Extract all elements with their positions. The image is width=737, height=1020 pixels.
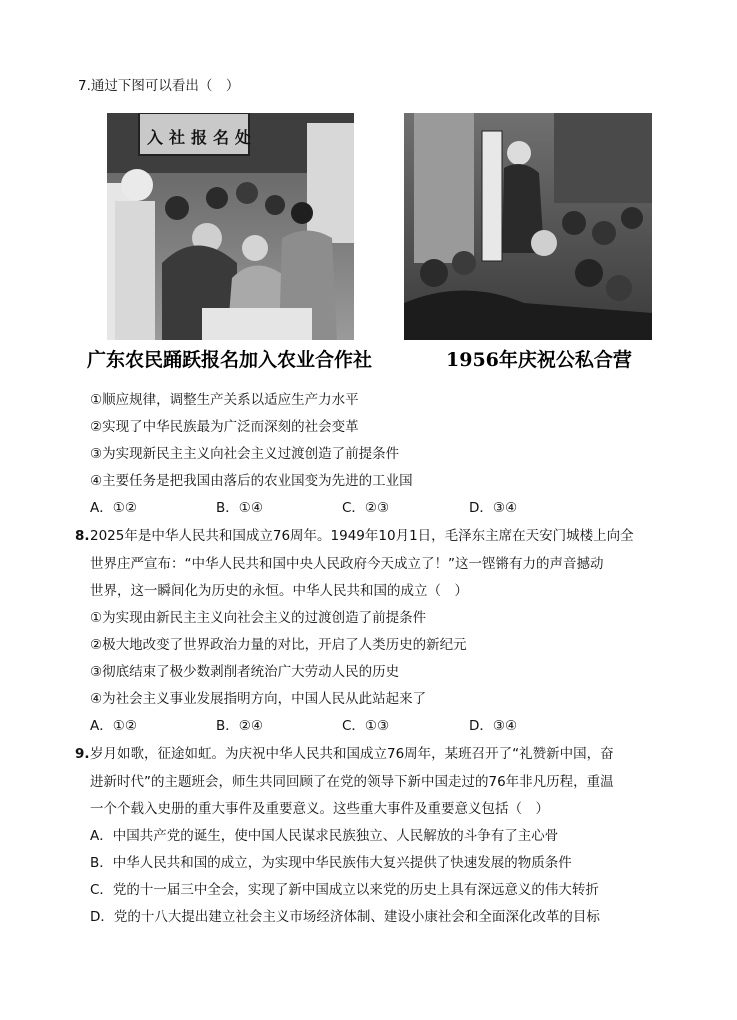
question-8-number: 8.	[75, 528, 90, 544]
q7-statement-2: ②实现了中华民族最为广泛而深刻的社会变革	[90, 419, 359, 435]
q8-statement-2: ②极大地改变了世界政治力量的对比，开启了人类历史的新纪元	[90, 637, 467, 653]
q9-option-b[interactable]: B．中华人民共和国的成立，为实现中华民族伟大复兴提供了快速发展的物质条件	[90, 855, 572, 871]
q8-statement-3: ③彻底结束了极少数剥削者统治广大劳动人民的历史	[90, 664, 400, 680]
q8-option-c[interactable]: C．①③	[342, 718, 390, 734]
q7-option-a[interactable]: A．①②	[90, 500, 137, 516]
q8-stem-line-1: 2025年是中华人民共和国成立76周年。1949年10月1日，毛泽东主席在天安门城楼上向全	[90, 528, 634, 544]
q9-stem-line-2: 进新时代”的主题班会，师生共同回顾了在党的领导下新中国走过的76年非凡历程，重温	[90, 774, 614, 790]
q8-stem-line-3: 世界，这一瞬间化为历史的永恒。中华人民共和国的成立（ ）	[90, 583, 468, 599]
q9-option-d[interactable]: D．党的十八大提出建立社会主义市场经济体制、建设小康社会和全面深化改革的目标	[90, 909, 600, 925]
q8-stem-line-2: 世界庄严宣布：“中华人民共和国中央人民政府今天成立了！”这一铿锵有力的声音撼动	[90, 556, 604, 572]
question-9-number: 9.	[75, 746, 90, 762]
q8-option-a[interactable]: A．①②	[90, 718, 137, 734]
q8-option-d[interactable]: D．③④	[469, 718, 518, 734]
q7-statement-4: ④主要任务是把我国由落后的农业国变为先进的工业国	[90, 473, 413, 489]
q7-option-d[interactable]: D．③④	[469, 500, 518, 516]
q9-option-a[interactable]: A．中国共产党的诞生，使中国人民谋求民族独立、人民解放的斗争有了主心骨	[90, 828, 559, 844]
photo-agricultural-cooperative	[107, 113, 354, 340]
q9-stem-line-1: 岁月如歌，征途如虹。为庆祝中华人民共和国成立76周年，某班召开了“礼赞新中国，奋	[90, 746, 614, 762]
question-7-stem: 7.通过下图可以看出（ ）	[78, 78, 240, 94]
photo-public-private-partnership	[404, 113, 652, 340]
q7-option-b[interactable]: B．①④	[216, 500, 263, 516]
q8-option-b[interactable]: B．②④	[216, 718, 263, 734]
q8-statement-1: ①为实现由新民主主义向社会主义的过渡创造了前提条件	[90, 610, 427, 626]
photo-public-private-partnership-illustration	[404, 113, 652, 340]
q9-option-c[interactable]: C．党的十一届三中全会，实现了新中国成立以来党的历史上具有深远意义的伟大转折	[90, 882, 599, 898]
q8-statement-4: ④为社会主义事业发展指明方向，中国人民从此站起来了	[90, 691, 427, 707]
q7-option-c[interactable]: C．②③	[342, 500, 390, 516]
photo-right-caption: 1956年庆祝公私合营	[446, 349, 632, 371]
q9-stem-line-3: 一个个载入史册的重大事件及重要意义。这些重大事件及重要意义包括（ ）	[90, 801, 549, 817]
photo-banner-text: 入社报名处	[147, 128, 258, 147]
q7-statement-1: ①顺应规律，调整生产关系以适应生产力水平	[90, 392, 359, 408]
q7-statement-3: ③为实现新民主主义向社会主义过渡创造了前提条件	[90, 446, 400, 462]
photo-left-caption: 广东农民踊跃报名加入农业合作社	[87, 349, 373, 371]
